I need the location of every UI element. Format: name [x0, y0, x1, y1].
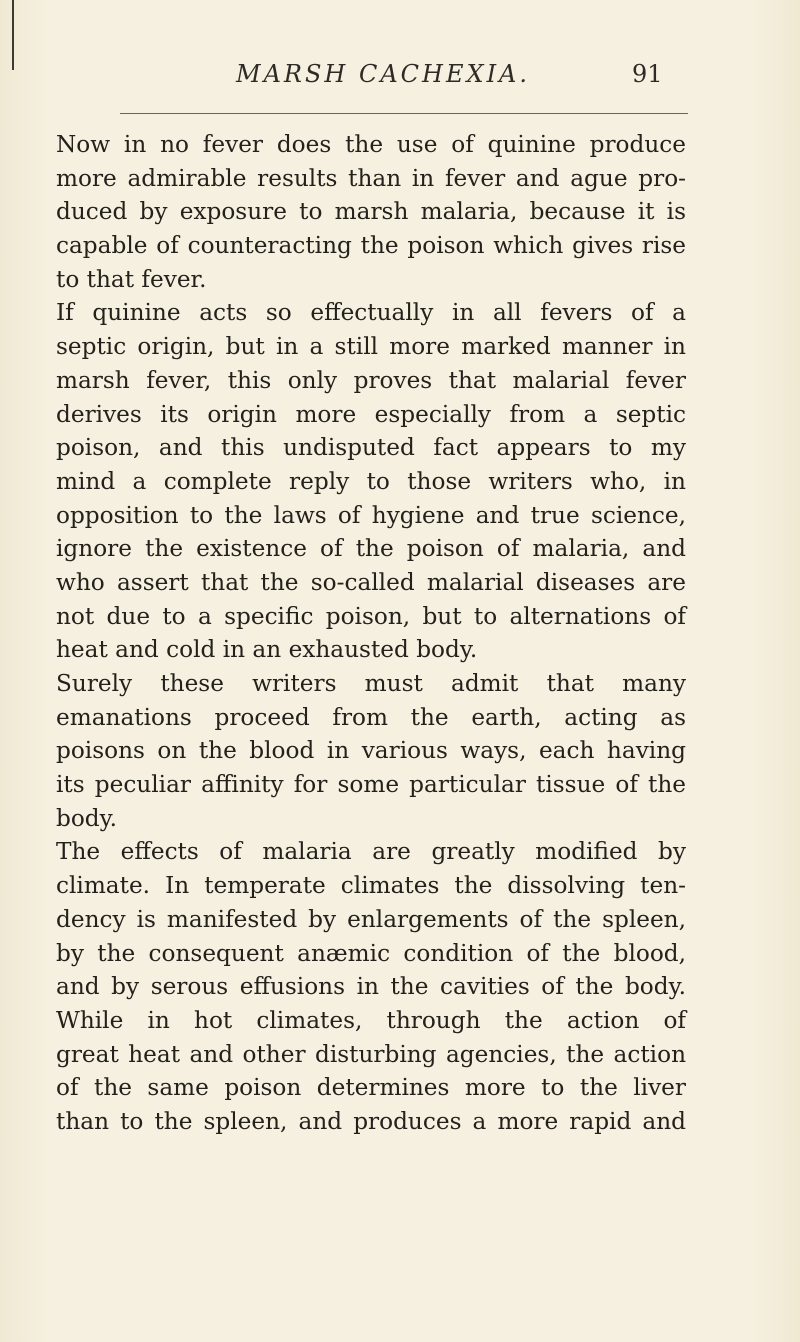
- text-line: duced by exposure to marsh malaria, because it is: [56, 198, 686, 226]
- text-line: not due to a specific poison, but to alternations of: [56, 602, 686, 630]
- text-line: derives its origin more especially from a septic: [56, 400, 686, 428]
- text-line: and by serous effusions in the cavities of the body.: [56, 973, 686, 1001]
- text-line: marsh fever, this only proves that malarial fever: [56, 366, 686, 394]
- text-line: to that fever.: [56, 265, 207, 293]
- text-line: more admirable results than in fever and ague pro-: [56, 164, 686, 192]
- page-header: [0, 60, 800, 96]
- text-line: While in hot climates, through the action of: [56, 1006, 686, 1034]
- text-line: Surely these writers must admit that many: [56, 670, 686, 697]
- text-line: emanations proceed from the earth, acting as: [56, 703, 686, 731]
- text-line: The effects of malaria are greatly modified by: [56, 838, 686, 866]
- text-line: heat and cold in an exhausted body.: [56, 636, 478, 664]
- text-line: who assert that the so-called malarial diseases are: [56, 568, 686, 596]
- text-line: dency is manifested by enlargements of the spleen,: [56, 905, 686, 933]
- text-line: of the same poison determines more to the liver: [56, 1074, 686, 1102]
- text-line: poison, and this undisputed fact appears to my: [56, 434, 686, 462]
- text-line: opposition to the laws of hygiene and true science,: [56, 501, 686, 529]
- text-line: If quinine acts so effectually in all fevers of a: [56, 299, 686, 327]
- text-line: poisons on the blood in various ways, each having: [56, 737, 686, 765]
- text-line: by the consequent anæmic condition of the blood,: [56, 939, 686, 967]
- text-line: ignore the existence of the poison of malaria, and: [56, 535, 686, 563]
- body-text: [56, 128, 686, 1139]
- text-line: capable of counteracting the poison which gives rise: [56, 232, 686, 260]
- text-line: great heat and other disturbing agencies, the action: [56, 1040, 686, 1068]
- text-line: septic origin, but in a still more marked manner in: [56, 333, 686, 361]
- text-line: its peculiar affinity for some particular tissue of the: [56, 771, 686, 799]
- page-number: 91: [632, 60, 663, 88]
- header-rule: [120, 113, 688, 114]
- text-line: mind a complete reply to those writers who, in: [56, 467, 686, 495]
- text-line: than to the spleen, and produces a more rapid and: [56, 1107, 686, 1135]
- text-line: Now in no fever does the use of quinine produce: [56, 131, 686, 158]
- running-head: MARSH CACHEXIA.: [236, 60, 531, 88]
- text-line: climate. In temperate climates the dissolving ten-: [56, 872, 686, 900]
- text-line: body.: [56, 804, 118, 832]
